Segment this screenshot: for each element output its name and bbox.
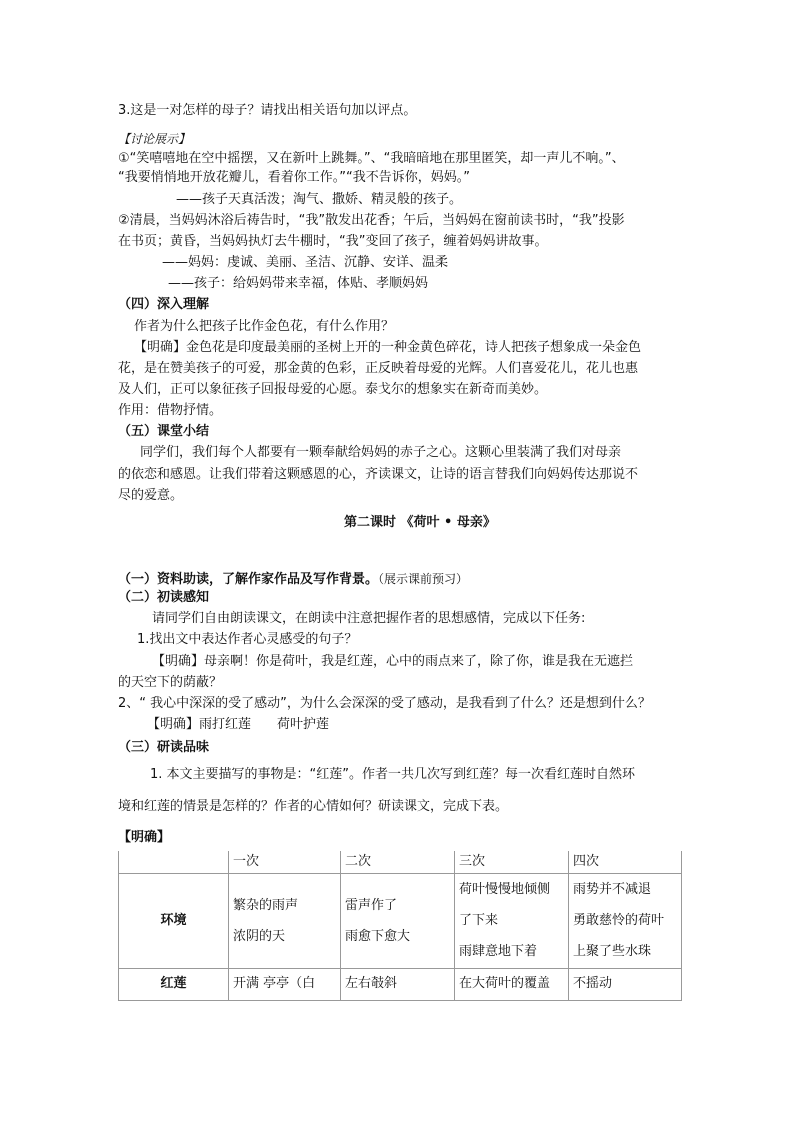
- section-1-title: （一）资料助读，了解作家作品及写作背景。: [118, 572, 379, 587]
- section-4-answer-line-3: 及人们，正可以象征孩子回报母爱的心愿。泰戈尔的想象实在新奇而美妙。: [118, 382, 548, 397]
- section-4-answer-line-1: 【明确】金色花是印度最美丽的圣树上开的一种金黄色碎花，诗人把孩子想象成一朵金色: [134, 340, 642, 355]
- table-cell: 在大荷叶的覆盖: [455, 968, 569, 1000]
- environment-label: 环境: [119, 874, 229, 969]
- table-cell: [569, 874, 682, 969]
- cell-line: 浓阴的天: [233, 928, 286, 944]
- table-cell: [455, 874, 569, 969]
- section-3-question-line-1: 1. 本文主要描写的事物是：“红莲”。作者一共几次写到红莲？每一次看红莲时自然环: [150, 767, 636, 782]
- lotus-label: 红莲: [119, 968, 229, 1000]
- section-3-clarify: 【明确】: [118, 830, 171, 845]
- paragraph-2-line-2: 在书页；黄昏，当妈妈执灯去牛棚时，“我”变回了孩子，缠着妈妈讲故事。: [118, 234, 548, 249]
- section-5-heading: （五）课堂小结: [118, 424, 210, 439]
- table-cell: 开满 亭亭（白: [229, 968, 341, 1000]
- discussion-label: 【讨论展示】: [118, 132, 191, 146]
- child-comment: ——孩子天真活泼；淘气、撒娇、精灵般的孩子。: [176, 192, 463, 207]
- section-4-effect: 作用：借物抒情。: [118, 403, 223, 418]
- section-3-question-line-2: 境和红莲的情景是怎样的？作者的心情如何？研读课文，完成下表。: [118, 799, 509, 814]
- cell-line: 雨肆意地下着: [459, 944, 538, 960]
- cell-line: 雷声作了: [345, 897, 398, 913]
- section-2-answer-1-line-2: 的天空下的荫蔽？: [118, 675, 223, 690]
- child-comment-2: ——孩子：给妈妈带来幸福，体贴、孝顺妈妈: [168, 276, 429, 291]
- table-header-cell: 二次: [341, 851, 455, 874]
- table-cell: [341, 874, 455, 969]
- cell-line: 上聚了些水珠: [573, 944, 652, 960]
- table-row-lotus: [119, 968, 682, 1000]
- table-cell: 左右攲斜: [341, 968, 455, 1000]
- section-2-question-2: 2、“ 我心中深深的受了感动”，为什么会深深的受了感动，是我看到了什么？还是想到什么？: [118, 696, 651, 711]
- mother-comment: ——妈妈：虔诚、美丽、圣洁、沉静、安详、温柔: [162, 255, 449, 270]
- table-header-cell: [119, 851, 229, 874]
- cell-line: 雨势并不减退: [573, 882, 652, 898]
- summary-line-2: 的依恋和感恩。让我们带着这颗感恩的心，齐读课文，让诗的语言替我们向妈妈传达那说不: [118, 467, 639, 482]
- table-header-cell: 一次: [229, 851, 341, 874]
- section-1-note: （展示课前预习）: [378, 572, 469, 586]
- section-4-heading: （四）深入理解: [118, 297, 210, 312]
- cell-line: 繁杂的雨声: [233, 897, 299, 913]
- summary-line-3: 尽的爱意。: [118, 488, 184, 503]
- paragraph-2-line-1: ②清晨，当妈妈沐浴后祷告时，“我”散发出花香；午后，当妈妈在窗前读书时，“我”投影: [118, 213, 625, 228]
- table-cell: [229, 874, 341, 969]
- table-header-cell: 三次: [455, 851, 569, 874]
- section-4-answer-line-2: 花，是在赞美孩子的可爱，那金黄的色彩，正反映着母爱的光辉。人们喜爱花儿，花儿也惠: [118, 361, 639, 376]
- table-cell: 不摇动: [569, 968, 682, 1000]
- section-1-heading: [118, 570, 468, 589]
- section-2-heading: （二）初读感知: [118, 590, 210, 605]
- quote-line-1: ①“笑嘻嘻地在空中摇摆，又在新叶上跳舞。”、“我暗暗地在那里匿笑，却一声儿不响。”、: [118, 151, 625, 166]
- lotus-table: [118, 851, 682, 1001]
- lesson-title: 第二课时 《荷叶 • 母亲》: [344, 515, 496, 530]
- section-2-answer-2: 【明确】雨打红莲 荷叶护莲: [147, 717, 330, 732]
- section-2-question-1: 1.找出文中表达作者心灵感受的句子？: [137, 632, 358, 647]
- section-3-heading: （三）研读品味: [118, 740, 210, 755]
- section-4-question: 作者为什么把孩子比作金色花，有什么作用？: [134, 319, 395, 334]
- table-row-environment: [119, 874, 682, 969]
- table-header-row: [119, 851, 682, 874]
- section-2-answer-1-line-1: 【明确】母亲啊！你是荷叶，我是红莲，心中的雨点来了，除了你，谁是我在无遮拦: [152, 654, 634, 669]
- summary-line-1: 同学们，我们每个人都要有一颗奉献给妈妈的赤子之心。这颗心里装满了我们对母亲: [140, 445, 622, 460]
- cell-line: 雨愈下愈大: [345, 928, 411, 944]
- table-header-cell: 四次: [569, 851, 682, 874]
- question-3: 3.这是一对怎样的母子？请找出相关语句加以评点。: [118, 103, 417, 118]
- cell-line: 勇敢慈怜的荷叶: [573, 913, 665, 929]
- cell-line: 了下来: [459, 913, 499, 929]
- cell-line: 荷叶慢慢地倾侧: [459, 882, 551, 898]
- section-2-intro: 请同学们自由朗读课文，在朗读中注意把握作者的思想感情，完成以下任务:: [152, 611, 586, 626]
- quote-line-2: “我要悄悄地开放花瓣儿，看着你工作。”“我不告诉你，妈妈。”: [118, 170, 470, 185]
